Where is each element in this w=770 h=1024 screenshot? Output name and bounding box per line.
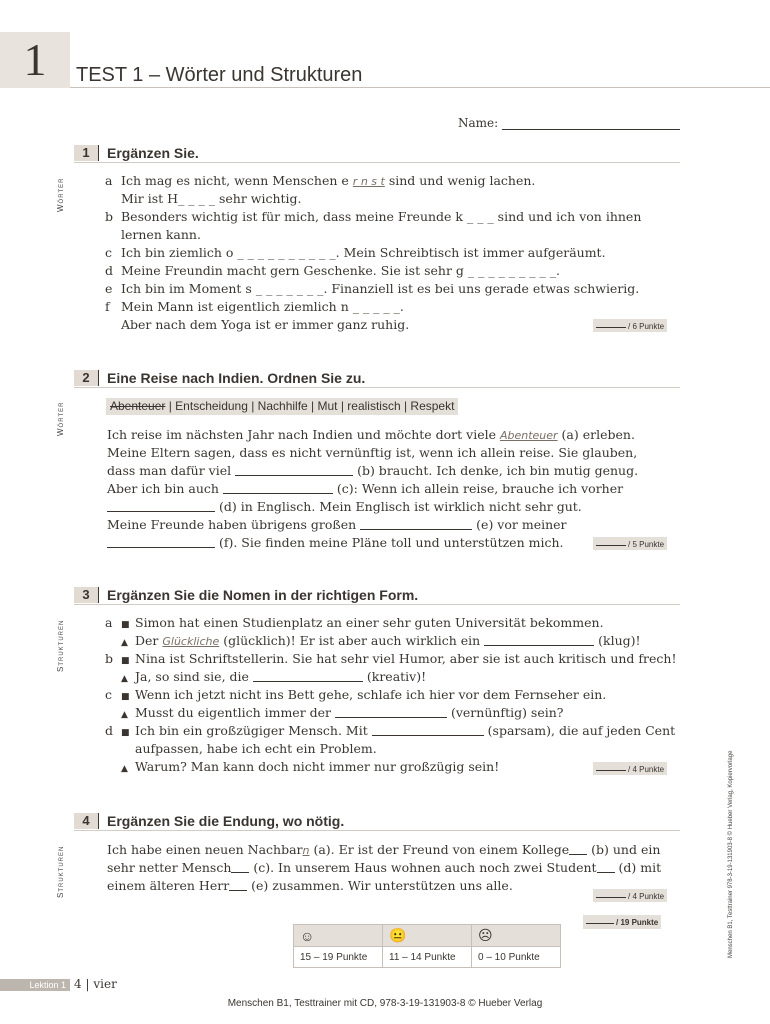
chapter-number: 1	[0, 32, 70, 88]
text: (e) vor meiner	[472, 517, 567, 532]
exercise-title: Ergänzen Sie die Nomen in der richtigen Form.	[107, 587, 419, 603]
exercise-title: Ergänzen Sie die Endung, wo nötig.	[107, 813, 345, 829]
text: (klug)!	[594, 633, 641, 648]
exercise-number: 2	[74, 370, 99, 386]
score-label: / 5 Punkte	[628, 540, 665, 549]
text: Ich bin ein großzügiger Mensch. Mit	[135, 723, 372, 738]
handwritten-answer: Glückliche	[162, 635, 220, 648]
item-letter: f	[105, 299, 110, 314]
blank[interactable]	[107, 499, 215, 512]
text: lernen kann.	[121, 227, 201, 242]
name-input-line[interactable]	[502, 116, 680, 130]
name-label: Name:	[458, 116, 499, 130]
text: (b) braucht. Ich denke, ich bin mutig genug.	[353, 463, 639, 478]
ex3-line-a1	[105, 614, 604, 634]
exercise-number: 1	[74, 145, 99, 161]
text: (c). In unserem Haus wohnen auch noch zwei Student	[249, 860, 597, 875]
score-input-line[interactable]	[596, 889, 626, 898]
text: .	[399, 299, 404, 314]
blank[interactable]: _ _ _ _ _ _ _ _ _	[467, 263, 556, 278]
exercise-rule	[74, 830, 680, 831]
exercise-number: 4	[74, 813, 99, 829]
text: Meine Freundin macht gern Geschenke. Sie ist sehr g	[121, 263, 464, 278]
range-low: 0 – 10 Punkte	[472, 947, 561, 968]
ex3-line-c1	[105, 686, 606, 706]
text: (a) erleben.	[557, 427, 635, 442]
blank[interactable]	[372, 723, 484, 736]
text: Meine Eltern sagen, dass es nicht vernünftig ist, wenn ich allein reise. Sie glauben,	[107, 445, 638, 460]
blank[interactable]: _ _ _ _ _	[352, 299, 400, 314]
text: Ja, so sind sie, die	[135, 669, 253, 684]
text: aufpassen, habe ich echt ein Problem.	[135, 741, 377, 756]
page-number	[74, 977, 117, 991]
triangle-bullet-icon: ▲	[121, 710, 128, 720]
blank[interactable]	[569, 842, 587, 855]
ex1-line-a1	[105, 172, 535, 191]
copyright-vertical: Menschen B1, Testtrainer 978-3-19-131903-8 © Hueber Verlag, Kopiervorlage	[728, 750, 734, 958]
ex1-line-f2	[105, 316, 409, 334]
score-label: / 6 Punkte	[628, 322, 665, 331]
page-num: 4	[74, 977, 82, 991]
ex3-line-b1	[105, 650, 677, 670]
text: Der	[135, 633, 163, 648]
ex3-line-b2	[105, 668, 426, 688]
square-bullet-icon: ■	[121, 692, 130, 702]
text: Ich habe einen neuen Nachbar	[107, 842, 303, 857]
text: (a). Er ist der Freund von einem Kollege	[309, 842, 570, 857]
ex1-line-b1	[105, 208, 641, 226]
text: Ich bin im Moment s	[121, 281, 252, 296]
text: dass man dafür viel	[107, 463, 236, 478]
blank[interactable]	[597, 860, 615, 873]
footer-credit: Menschen B1, Testtrainer mit CD, 978-3-19-131903-8 © Hueber Verlag	[227, 998, 543, 1009]
text: .	[555, 263, 560, 278]
range-high: 15 – 19 Punkte	[294, 947, 383, 968]
triangle-bullet-icon: ▲	[121, 638, 128, 648]
text: sind und wenig lachen.	[388, 173, 536, 188]
side-label-woerter: Wörter	[56, 401, 65, 436]
ex2-line-2	[107, 444, 637, 462]
item-letter: e	[105, 281, 113, 296]
text: Wenn ich jetzt nicht ins Bett gehe, schlafe ich hier vor dem Fernseher ein.	[135, 687, 607, 702]
item-letter: c	[105, 687, 113, 702]
evaluation-table	[293, 924, 561, 968]
item-letter: a	[105, 173, 113, 188]
text: Mir ist H	[121, 191, 179, 206]
text: sind und ich von ihnen	[497, 209, 642, 224]
text: (b) und ein	[587, 842, 661, 857]
word-bank	[106, 398, 458, 415]
lesson-tag: Lektion 1	[0, 979, 70, 991]
sad-face-icon: ☹	[472, 925, 561, 947]
score-box	[593, 889, 667, 902]
text: (glücklich)! Er ist aber auch wirklich ein	[219, 633, 485, 648]
separator: |	[85, 977, 90, 991]
blank[interactable]: _ _ _ _ _ _ _ _ _ _	[237, 245, 336, 260]
blank[interactable]	[335, 705, 447, 718]
ex1-line-e	[105, 280, 639, 298]
ex2-line-7	[107, 534, 563, 552]
ex2-line-3	[107, 462, 638, 480]
triangle-bullet-icon: ▲	[121, 674, 128, 684]
score-label: / 4 Punkte	[628, 765, 665, 774]
text: Ich bin ziemlich o	[121, 245, 234, 260]
text: einem älteren Herr	[107, 878, 230, 893]
total-score-label: / 19 Punkte	[616, 918, 659, 927]
text: Nina ist Schriftstellerin. Sie hat sehr viel Humor, aber sie ist auch kritisch und frech!	[135, 651, 677, 666]
item-letter: d	[105, 723, 114, 738]
triangle-bullet-icon: ▲	[121, 764, 128, 774]
score-label: / 4 Punkte	[628, 892, 665, 901]
exercise-number: 3	[74, 587, 99, 603]
exercise-title: Ergänzen Sie.	[107, 145, 199, 161]
text: Musst du eigentlich immer der	[135, 705, 335, 720]
range-mid: 11 – 14 Punkte	[383, 947, 472, 968]
blank[interactable]	[360, 517, 472, 530]
ex1-line-f1	[105, 298, 404, 316]
side-label-strukturen: Strukturen	[56, 845, 65, 898]
score-box	[593, 319, 667, 332]
total-score-input-line[interactable]	[586, 915, 614, 924]
text: Aber nach dem Yoga ist er immer ganz ruhig.	[121, 317, 410, 332]
name-field	[458, 116, 680, 130]
ex2-line-5	[107, 498, 582, 516]
blank[interactable]	[229, 878, 247, 891]
item-letter: b	[105, 209, 114, 224]
text: (c): Wenn ich allein reise, brauche ich vorher	[332, 481, 624, 496]
score-input-line[interactable]	[596, 319, 626, 328]
page-title: TEST 1 – Wörter und Strukturen	[76, 64, 363, 86]
ex4-line-3	[107, 877, 513, 895]
blank[interactable]: _ _ _ _	[178, 191, 215, 206]
score-input-line[interactable]	[596, 537, 626, 546]
text: sehr netter Mensch	[107, 860, 232, 875]
exercise-title: Eine Reise nach Indien. Ordnen Sie zu.	[107, 370, 366, 386]
text: (vernünftig) sein?	[447, 705, 564, 720]
exercise-rule	[74, 387, 680, 388]
side-label-woerter: Wörter	[56, 177, 65, 212]
ex3-line-d3	[105, 758, 499, 778]
text: Besonders wichtig ist für mich, dass meine Freunde k	[121, 209, 463, 224]
square-bullet-icon: ■	[121, 656, 130, 666]
word-used: Abenteuer	[110, 399, 166, 413]
handwritten-answer: n	[302, 844, 310, 857]
text: Aber ich bin auch	[107, 481, 223, 496]
ex3-line-c2	[105, 704, 564, 724]
ex1-line-a2	[105, 190, 302, 208]
text: sehr wichtig.	[218, 191, 302, 206]
blank[interactable]	[253, 669, 363, 682]
text: Simon hat einen Studienplatz an einer sehr guten Universität bekommen.	[135, 615, 604, 630]
score-box	[593, 537, 667, 550]
word-list: | Entscheidung | Nachhilfe | Mut | realistisch | Respekt	[165, 399, 455, 413]
text: (d) in Englisch. Mein Englisch ist wirklich nicht sehr gut.	[215, 499, 582, 514]
text: (sparsam), die auf jeden Cent	[483, 723, 676, 738]
blank[interactable]: _ _ _ _ _ _ _	[255, 281, 324, 296]
ex3-line-d2	[105, 740, 377, 758]
ex4-line-2	[107, 859, 661, 877]
text: Mein Mann ist eigentlich ziemlich n	[121, 299, 349, 314]
blank[interactable]	[235, 463, 353, 476]
total-score-box	[583, 915, 661, 929]
text: (kreativ)!	[362, 669, 427, 684]
handwritten-answer: Abenteuer	[499, 429, 558, 442]
square-bullet-icon: ■	[121, 620, 130, 630]
item-letter: b	[105, 651, 114, 666]
ex1-line-c	[105, 244, 606, 262]
text: (f). Sie finden meine Pläne toll und unterstützen mich.	[215, 535, 564, 550]
item-letter: a	[105, 615, 113, 630]
text: Warum? Man kann doch nicht immer nur großzügig sein!	[135, 759, 500, 774]
blank[interactable]: _ _ _	[466, 209, 494, 224]
text: Ich reise im nächsten Jahr nach Indien und möchte dort viele	[107, 427, 500, 442]
happy-face-icon: ☺	[294, 925, 383, 947]
handwritten-answer: r n s t	[352, 175, 385, 188]
ex4-line-1	[107, 841, 660, 860]
text: . Mein Schreibtisch ist immer aufgeräumt.	[335, 245, 606, 260]
text: (d) mit	[614, 860, 662, 875]
side-label-strukturen: Strukturen	[56, 619, 65, 672]
exercise-rule	[74, 604, 680, 605]
ex1-line-b2	[105, 226, 201, 244]
ex1-line-d	[105, 262, 560, 280]
exercise-rule	[74, 162, 680, 163]
page-word: vier	[93, 977, 117, 991]
text: (e) zusammen. Wir unterstützen uns alle.	[247, 878, 513, 893]
header-rule	[70, 87, 770, 88]
text: Ich mag es nicht, wenn Menschen e	[121, 173, 349, 188]
square-bullet-icon: ■	[121, 728, 130, 738]
ex2-line-4	[107, 480, 623, 498]
ex2-line-1	[107, 426, 635, 445]
ex2-line-6	[107, 516, 567, 534]
blank[interactable]	[484, 633, 594, 646]
blank[interactable]	[231, 860, 249, 873]
text: Meine Freunde haben übrigens großen	[107, 517, 361, 532]
ex3-line-a2	[105, 632, 641, 652]
neutral-face-icon: 😐	[383, 925, 472, 947]
score-input-line[interactable]	[596, 762, 626, 771]
item-letter: c	[105, 245, 113, 260]
ex3-line-d1	[105, 722, 675, 742]
blank[interactable]	[223, 481, 333, 494]
text: . Finanziell ist es bei uns gerade etwas schwierig.	[323, 281, 640, 296]
score-box	[593, 762, 667, 775]
item-letter: d	[105, 263, 114, 278]
blank[interactable]	[107, 535, 215, 548]
